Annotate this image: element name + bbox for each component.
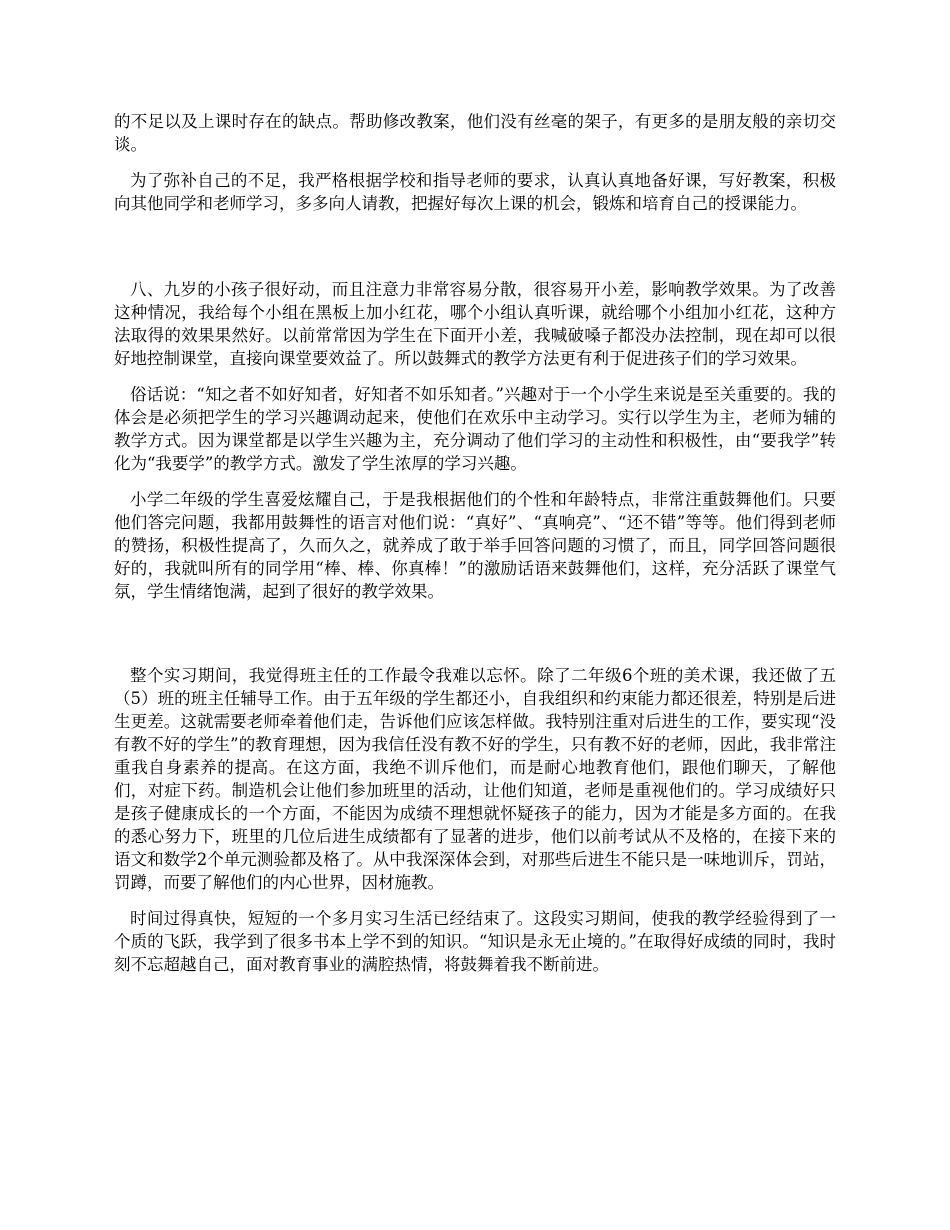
paragraph-1: 的不足以及上课时存在的缺点。帮助修改教案，他们没有丝毫的架子，有更多的是朋友般的亲切交谈。: [114, 112, 836, 154]
paragraph-7: 时间过得真快，短短的一个多月实习生活已经结束了。这段实习期间，使我的教学经验得到了一个质的飞跃，我学到了很多书本上学不到的知识。“知识是永无止境的。”在取得好成绩的同时，我时刻不忘超越自己，面对教育事业的满腔热情，将鼓舞着我不断前进。: [114, 909, 836, 974]
paragraph-2: 为了弥补自己的不足，我严格根据学校和指导老师的要求，认真认真地备好课，写好教案，积极向其他同学和老师学习，多多向人请教，把握好每次上课的机会，锻炼和培育自己的授课能力。: [114, 171, 836, 213]
paragraph-4: 俗话说：“知之者不如好知者，好知者不如乐知者。”兴趣对于一个小学生来说是至关重要的。我的体会是必须把学生的学习兴趣调动起来，使他们在欢乐中主动学习。实行以学生为主，老师为辅的教学方式。因为课堂都是以学生兴趣为主，充分调动了他们学习的主动性和积极性，由“要我学”转化为“我要学”的教学方式。激发了学生浓厚的学习兴趣。: [114, 385, 836, 473]
paragraph-5: 小学二年级的学生喜爱炫耀自己，于是我根据他们的个性和年龄特点，非常注重鼓舞他们。只要他们答完问题，我都用鼓舞性的语言对他们说：“真好”、“真响亮”、“还不错”等等。他们得到老师的赞扬，积极性提高了，久而久之，就养成了敢于举手回答问题的习惯了，而且，同学回答问题很好的，我就叫所有的同学用“棒、棒、你真棒！”的激励话语来鼓舞他们，这样，充分活跃了课堂气氛，学生情绪饱满，起到了很好的教学效果。: [114, 490, 836, 601]
paragraph-3: 八、九岁的小孩子很好动，而且注意力非常容易分散，很容易开小差，影响教学效果。为了改善这种情况，我给每个小组在黑板上加小红花，哪个小组认真听课，就给哪个小组加小红花，这种方法取得的效果果然好。以前常常因为学生在下面开小差，我喊破嗓子都没办法控制，现在却可以很好地控制课堂，直接向课堂要效益了。所以鼓舞式的教学方法更有利于促进孩子们的学习效果。: [114, 280, 836, 368]
paragraph-6: 整个实习期间，我觉得班主任的工作最令我难以忘怀。除了二年级6个班的美术课，我还做了五（5）班的班主任辅导工作。由于五年级的学生都还小，自我组织和约束能力都还很差，特别是后进生更差。这就需要老师牵着他们走，告诉他们应该怎样做。我特别注重对后进生的工作，要实现“没有教不好的学生”的教育理想，因为我信任没有教不好的学生，只有教不好的老师，因此，我非常注重我自身素养的提高。在这方面，我绝不训斥他们，而是耐心地教育他们，跟他们聊天，了解他们，对症下药。制造机会让他们参加班里的活动，让他们知道，老师是重视他们的。学习成绩好只是孩子健康成长的一个方面，不能因为成绩不理想就怀疑孩子的能力，因为才能是多方面的。在我的悉心努力下，班里的几位后进生成绩都有了显著的进步，他们以前考试从不及格的，在接下来的语文和数学2个单元测验都及格了。从中我深深体会到，对那些后进生不能只是一味地训斥，罚站，罚蹲，而要了解他们的内心世界，因材施教。: [114, 666, 836, 892]
document-page: [114, 110, 836, 976]
